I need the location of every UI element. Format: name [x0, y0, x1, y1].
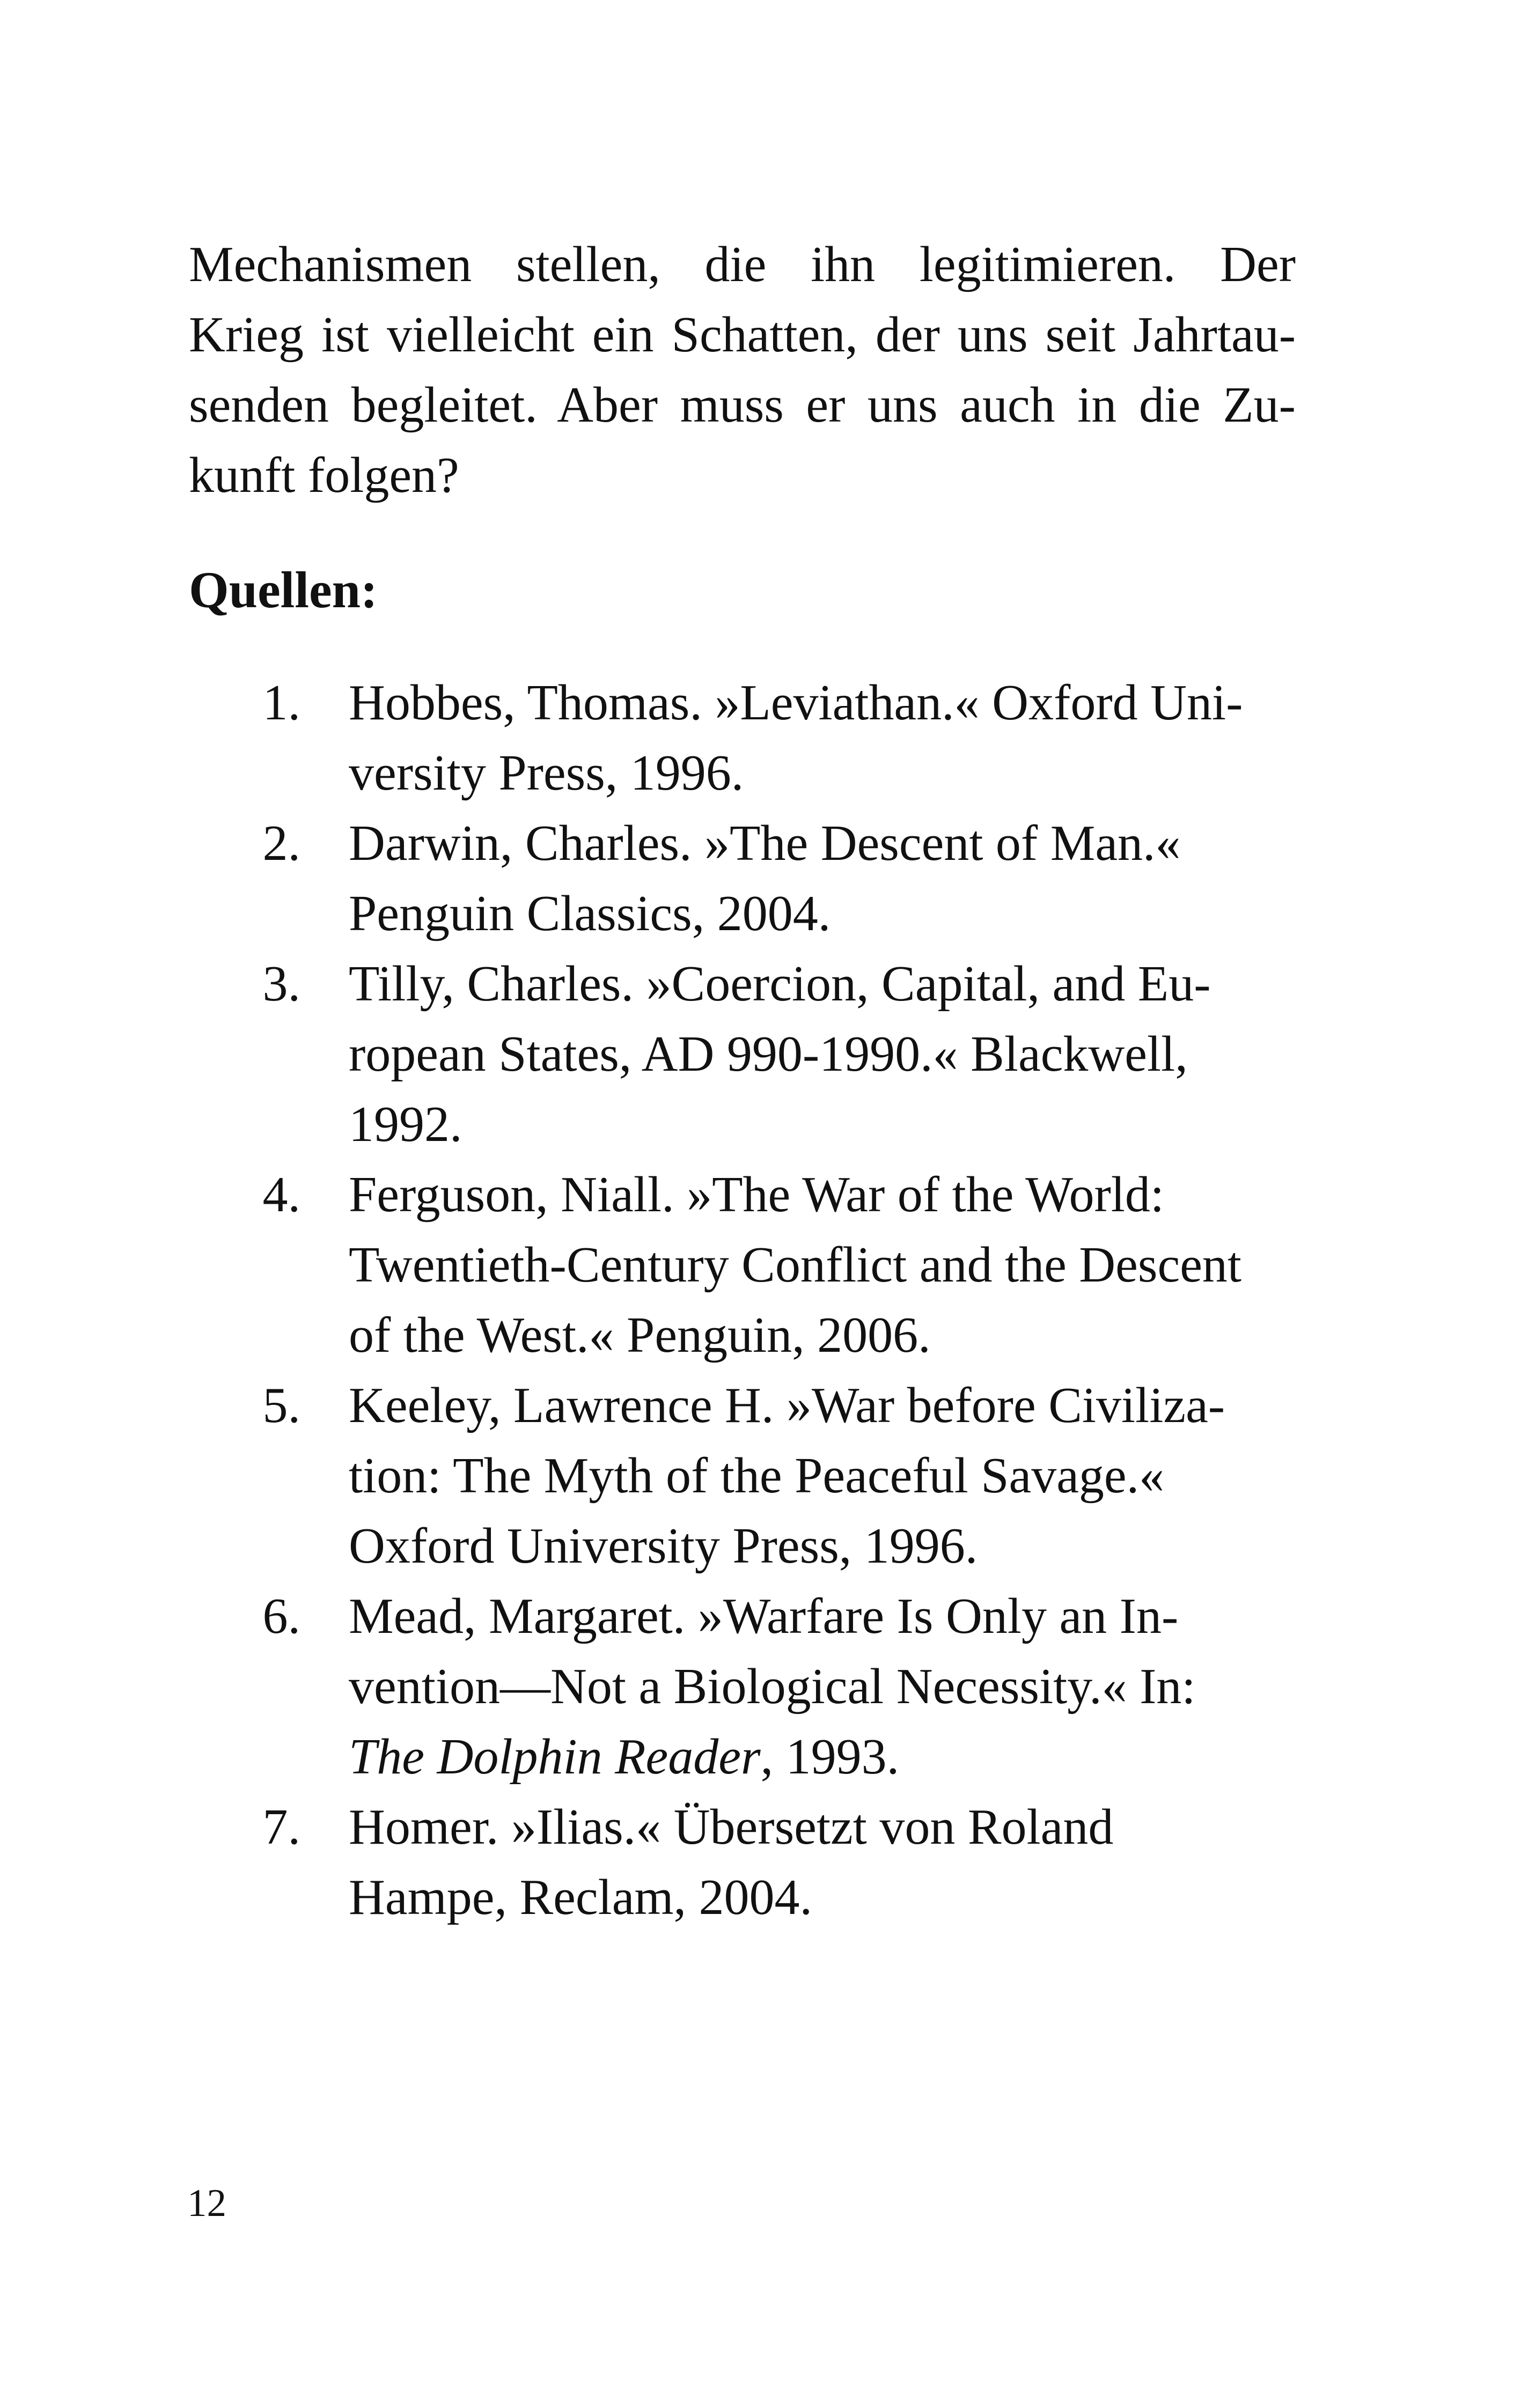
- source-line: 1992.: [349, 1096, 462, 1152]
- source-line: Hampe, Reclam, 2004.: [349, 1869, 813, 1925]
- source-line: Oxford University Press, 1996.: [349, 1518, 978, 1574]
- source-line: Mead, Margaret. »Warfare Is Only an In-: [349, 1588, 1179, 1644]
- source-item: [189, 1371, 1316, 1581]
- source-item: [189, 808, 1316, 949]
- source-line: Keeley, Lawrence H. »War before Civiliza-: [349, 1378, 1225, 1433]
- sources-list: [189, 668, 1316, 1933]
- source-line: versity Press, 1996.: [349, 745, 744, 801]
- source-number: 3.: [262, 956, 300, 1012]
- source-number: 4.: [262, 1167, 300, 1223]
- source-item: [189, 1792, 1316, 1933]
- source-line: tion: The Myth of the Peaceful Savage.«: [349, 1448, 1165, 1504]
- body-paragraph: [189, 230, 1296, 511]
- italic-book-title: The Dolphin Reader: [349, 1729, 761, 1785]
- body-line: Mechanismen stellen, die ihn legitimieren. Der: [189, 237, 1296, 292]
- source-number: 2.: [262, 815, 300, 871]
- source-line: ropean States, AD 990-1990.« Blackwell,: [349, 1026, 1188, 1082]
- source-line: [349, 1722, 1316, 1792]
- body-line: senden begleitet. Aber muss er uns auch in die Zu-: [189, 377, 1296, 433]
- source-number: 7.: [262, 1799, 300, 1855]
- source-number: 6.: [262, 1588, 300, 1644]
- sources-heading: Quellen:: [189, 561, 378, 618]
- source-item: [189, 949, 1316, 1160]
- source-line: Hobbes, Thomas. »Leviathan.« Oxford Uni-: [349, 675, 1243, 731]
- source-item: [189, 668, 1316, 808]
- source-line: Homer. »Ilias.« Übersetzt von Roland: [349, 1799, 1114, 1855]
- source-line: Tilly, Charles. »Coercion, Capital, and Eu-: [349, 956, 1211, 1012]
- source-line: Penguin Classics, 2004.: [349, 886, 831, 941]
- source-number: 5.: [262, 1378, 300, 1433]
- source-line: vention—Not a Biological Necessity.« In:: [349, 1659, 1196, 1714]
- source-line-tail: , 1993.: [760, 1729, 900, 1785]
- source-line: Twentieth-Century Conflict and the Descent: [349, 1237, 1242, 1293]
- source-line: Ferguson, Niall. »The War of the World:: [349, 1167, 1164, 1223]
- source-line: of the West.« Penguin, 2006.: [349, 1307, 931, 1363]
- source-number: 1.: [262, 675, 300, 731]
- source-item: [189, 1581, 1316, 1792]
- page-number: 12: [187, 2181, 226, 2225]
- source-item: [189, 1160, 1316, 1371]
- source-line: Darwin, Charles. »The Descent of Man.«: [349, 815, 1181, 871]
- body-line: Krieg ist vielleicht ein Schatten, der uns seit Jahrtau-: [189, 307, 1296, 363]
- body-line: kunft folgen?: [189, 447, 459, 503]
